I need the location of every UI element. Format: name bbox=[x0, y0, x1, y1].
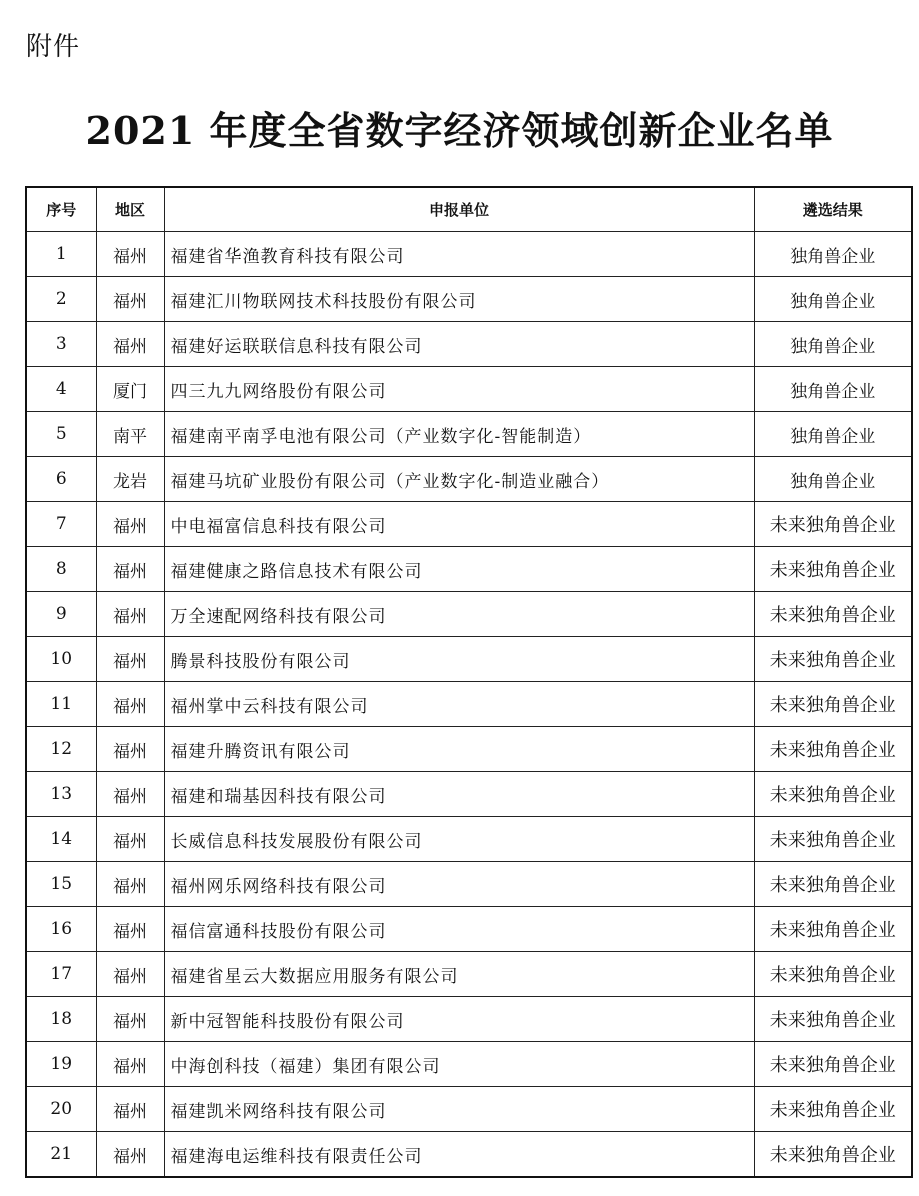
row-number-cell: 3 bbox=[26, 322, 96, 367]
enterprise-list-table bbox=[25, 186, 913, 1178]
row-region-cell: 福州 bbox=[96, 772, 164, 817]
row-unit-cell: 福建省星云大数据应用服务有限公司 bbox=[164, 952, 754, 997]
row-unit-cell: 四三九九网络股份有限公司 bbox=[164, 367, 754, 412]
row-number-cell: 21 bbox=[26, 1132, 96, 1178]
row-unit-cell: 福建海电运维科技有限责任公司 bbox=[164, 1132, 754, 1178]
row-unit-cell: 福信富通科技股份有限公司 bbox=[164, 907, 754, 952]
row-number-cell: 10 bbox=[26, 637, 96, 682]
table-row bbox=[26, 727, 912, 772]
row-unit-cell: 新中冠智能科技股份有限公司 bbox=[164, 997, 754, 1042]
table-row bbox=[26, 232, 912, 277]
row-number-cell: 12 bbox=[26, 727, 96, 772]
row-unit-cell: 长威信息科技发展股份有限公司 bbox=[164, 817, 754, 862]
table-body bbox=[26, 232, 912, 1178]
table-row bbox=[26, 772, 912, 817]
attachment-label: 附件 bbox=[26, 32, 81, 62]
table-row bbox=[26, 907, 912, 952]
table-row bbox=[26, 952, 912, 997]
row-region-cell: 福州 bbox=[96, 547, 164, 592]
row-result-cell: 未来独角兽企业 bbox=[754, 907, 912, 952]
row-region-cell: 福州 bbox=[96, 907, 164, 952]
row-region-cell: 龙岩 bbox=[96, 457, 164, 502]
row-unit-cell: 福建和瑞基因科技有限公司 bbox=[164, 772, 754, 817]
row-number-cell: 7 bbox=[26, 502, 96, 547]
row-region-cell: 福州 bbox=[96, 727, 164, 772]
row-result-cell: 独角兽企业 bbox=[754, 457, 912, 502]
column-header-unit: 申报单位 bbox=[164, 187, 754, 232]
row-number-cell: 18 bbox=[26, 997, 96, 1042]
row-number-cell: 8 bbox=[26, 547, 96, 592]
row-unit-cell: 福建凯米网络科技有限公司 bbox=[164, 1087, 754, 1132]
table-row bbox=[26, 412, 912, 457]
row-unit-cell: 福建升腾资讯有限公司 bbox=[164, 727, 754, 772]
row-result-cell: 未来独角兽企业 bbox=[754, 1042, 912, 1087]
table-row bbox=[26, 1132, 912, 1178]
row-region-cell: 福州 bbox=[96, 682, 164, 727]
table-row bbox=[26, 457, 912, 502]
table-row bbox=[26, 997, 912, 1042]
row-region-cell: 福州 bbox=[96, 862, 164, 907]
table-row bbox=[26, 682, 912, 727]
row-number-cell: 17 bbox=[26, 952, 96, 997]
row-number-cell: 19 bbox=[26, 1042, 96, 1087]
row-number-cell: 2 bbox=[26, 277, 96, 322]
row-result-cell: 未来独角兽企业 bbox=[754, 502, 912, 547]
row-result-cell: 未来独角兽企业 bbox=[754, 997, 912, 1042]
row-region-cell: 福州 bbox=[96, 322, 164, 367]
document-title: 2021 年度全省数字经济领域创新企业名单 bbox=[85, 108, 834, 153]
row-number-cell: 15 bbox=[26, 862, 96, 907]
row-result-cell: 独角兽企业 bbox=[754, 277, 912, 322]
row-number-cell: 9 bbox=[26, 592, 96, 637]
row-number-cell: 11 bbox=[26, 682, 96, 727]
row-number-cell: 6 bbox=[26, 457, 96, 502]
row-result-cell: 未来独角兽企业 bbox=[754, 1087, 912, 1132]
row-result-cell: 独角兽企业 bbox=[754, 367, 912, 412]
row-number-cell: 13 bbox=[26, 772, 96, 817]
table-row bbox=[26, 322, 912, 367]
row-region-cell: 福州 bbox=[96, 1087, 164, 1132]
row-result-cell: 独角兽企业 bbox=[754, 322, 912, 367]
table-row bbox=[26, 367, 912, 412]
table-row bbox=[26, 592, 912, 637]
row-unit-cell: 中电福富信息科技有限公司 bbox=[164, 502, 754, 547]
row-result-cell: 未来独角兽企业 bbox=[754, 682, 912, 727]
row-result-cell: 未来独角兽企业 bbox=[754, 952, 912, 997]
row-result-cell: 未来独角兽企业 bbox=[754, 592, 912, 637]
row-result-cell: 未来独角兽企业 bbox=[754, 817, 912, 862]
row-result-cell: 未来独角兽企业 bbox=[754, 637, 912, 682]
row-region-cell: 福州 bbox=[96, 817, 164, 862]
table-row bbox=[26, 547, 912, 592]
row-result-cell: 未来独角兽企业 bbox=[754, 547, 912, 592]
row-region-cell: 福州 bbox=[96, 232, 164, 277]
row-number-cell: 20 bbox=[26, 1087, 96, 1132]
row-result-cell: 独角兽企业 bbox=[754, 412, 912, 457]
column-header-no: 序号 bbox=[26, 187, 96, 232]
row-region-cell: 福州 bbox=[96, 277, 164, 322]
table-row bbox=[26, 817, 912, 862]
table-row bbox=[26, 1087, 912, 1132]
row-region-cell: 厦门 bbox=[96, 367, 164, 412]
table-row bbox=[26, 277, 912, 322]
row-unit-cell: 福州网乐网络科技有限公司 bbox=[164, 862, 754, 907]
row-unit-cell: 福建南平南孚电池有限公司（产业数字化-智能制造） bbox=[164, 412, 754, 457]
column-header-region: 地区 bbox=[96, 187, 164, 232]
row-region-cell: 南平 bbox=[96, 412, 164, 457]
row-unit-cell: 中海创科技（福建）集团有限公司 bbox=[164, 1042, 754, 1087]
table-row bbox=[26, 862, 912, 907]
row-unit-cell: 万全速配网络科技有限公司 bbox=[164, 592, 754, 637]
row-region-cell: 福州 bbox=[96, 637, 164, 682]
table-row bbox=[26, 637, 912, 682]
row-region-cell: 福州 bbox=[96, 1132, 164, 1178]
row-unit-cell: 腾景科技股份有限公司 bbox=[164, 637, 754, 682]
row-number-cell: 5 bbox=[26, 412, 96, 457]
row-unit-cell: 福建马坑矿业股份有限公司（产业数字化-制造业融合） bbox=[164, 457, 754, 502]
row-result-cell: 未来独角兽企业 bbox=[754, 727, 912, 772]
row-unit-cell: 福建健康之路信息技术有限公司 bbox=[164, 547, 754, 592]
row-region-cell: 福州 bbox=[96, 952, 164, 997]
row-result-cell: 未来独角兽企业 bbox=[754, 1132, 912, 1178]
row-region-cell: 福州 bbox=[96, 502, 164, 547]
row-number-cell: 16 bbox=[26, 907, 96, 952]
row-unit-cell: 福建汇川物联网技术科技股份有限公司 bbox=[164, 277, 754, 322]
row-unit-cell: 福建省华渔教育科技有限公司 bbox=[164, 232, 754, 277]
row-region-cell: 福州 bbox=[96, 997, 164, 1042]
row-unit-cell: 福州掌中云科技有限公司 bbox=[164, 682, 754, 727]
row-unit-cell: 福建好运联联信息科技有限公司 bbox=[164, 322, 754, 367]
row-region-cell: 福州 bbox=[96, 1042, 164, 1087]
row-result-cell: 未来独角兽企业 bbox=[754, 772, 912, 817]
row-region-cell: 福州 bbox=[96, 592, 164, 637]
column-header-result: 遴选结果 bbox=[754, 187, 912, 232]
row-number-cell: 4 bbox=[26, 367, 96, 412]
table-row bbox=[26, 502, 912, 547]
table-header-row bbox=[26, 187, 912, 232]
row-result-cell: 独角兽企业 bbox=[754, 232, 912, 277]
row-number-cell: 1 bbox=[26, 232, 96, 277]
row-number-cell: 14 bbox=[26, 817, 96, 862]
table-row bbox=[26, 1042, 912, 1087]
row-result-cell: 未来独角兽企业 bbox=[754, 862, 912, 907]
